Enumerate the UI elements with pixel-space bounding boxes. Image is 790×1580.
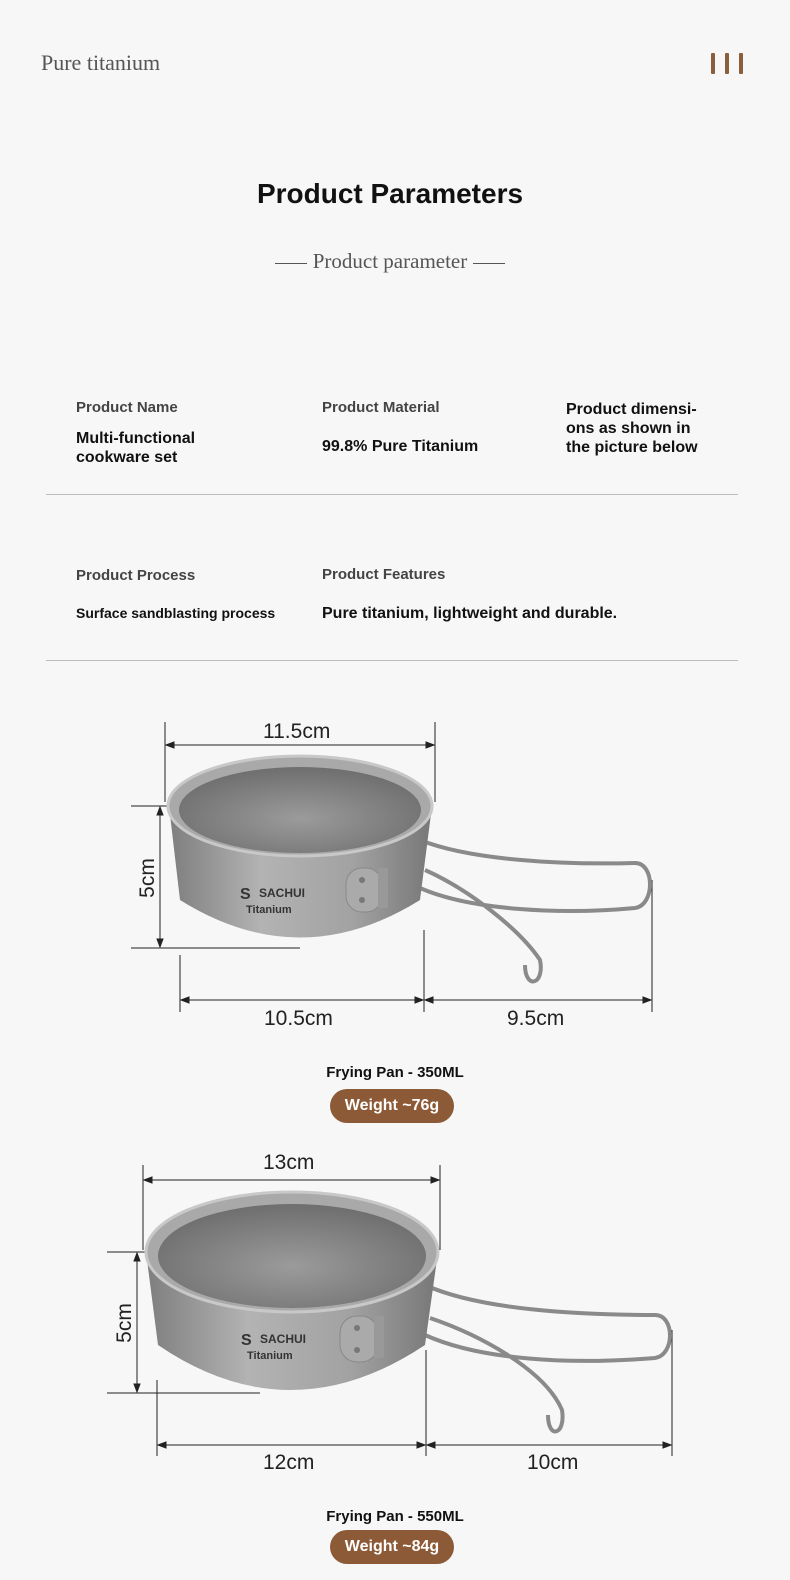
dims-line-1: Product dimensi- [566,401,697,418]
product-material-label: Product Material [322,399,440,416]
dims-line-2: ons as shown in [566,420,691,437]
logo-text: SACHUI [259,886,306,900]
top-width-label: 11.5cm [263,720,331,743]
weight-badge: Weight ~76g [330,1089,454,1123]
dims-line-3: the picture below [566,439,698,456]
frying-pan-550ml [107,1165,672,1456]
height-label: 5cm [135,858,159,898]
logo-subtext: Titanium [247,1350,293,1362]
product-name-line-1: Multi-functional [76,430,196,447]
subtitle-text: Product parameter [312,249,468,273]
svg-text:S: S [240,886,251,903]
product-name-line-2: cookware set [76,449,178,466]
product-process-label: Product Process [76,567,196,584]
bottom-width-label: 10.5cm [264,1007,333,1030]
logo-text: SACHUI [260,1332,307,1346]
product-features-value: Pure titanium, lightweight and durable. [322,605,618,622]
handle-length-label: 9.5cm [507,1007,565,1030]
product-caption: Frying Pan - 350ML [326,1064,464,1081]
brand-title: Pure titanium [41,50,161,75]
product-caption: Frying Pan - 550ML [326,1508,464,1525]
product-process-value: Surface sandblasting process [76,605,276,621]
logo-subtext: Titanium [246,904,292,916]
svg-text:S: S [241,1332,252,1349]
page-title: Product Parameters [256,178,524,209]
weight-badge: Weight ~84g [330,1530,454,1564]
frying-pan-350ml [131,722,652,1012]
bottom-width-label: 12cm [263,1451,315,1474]
product-features-label: Product Features [322,566,446,583]
product-name-label: Product Name [76,399,178,416]
height-label: 5cm [112,1303,136,1343]
handle-length-label: 10cm [527,1451,579,1474]
top-width-label: 13cm [263,1151,315,1174]
product-material-value: 99.8% Pure Titanium [322,438,479,455]
